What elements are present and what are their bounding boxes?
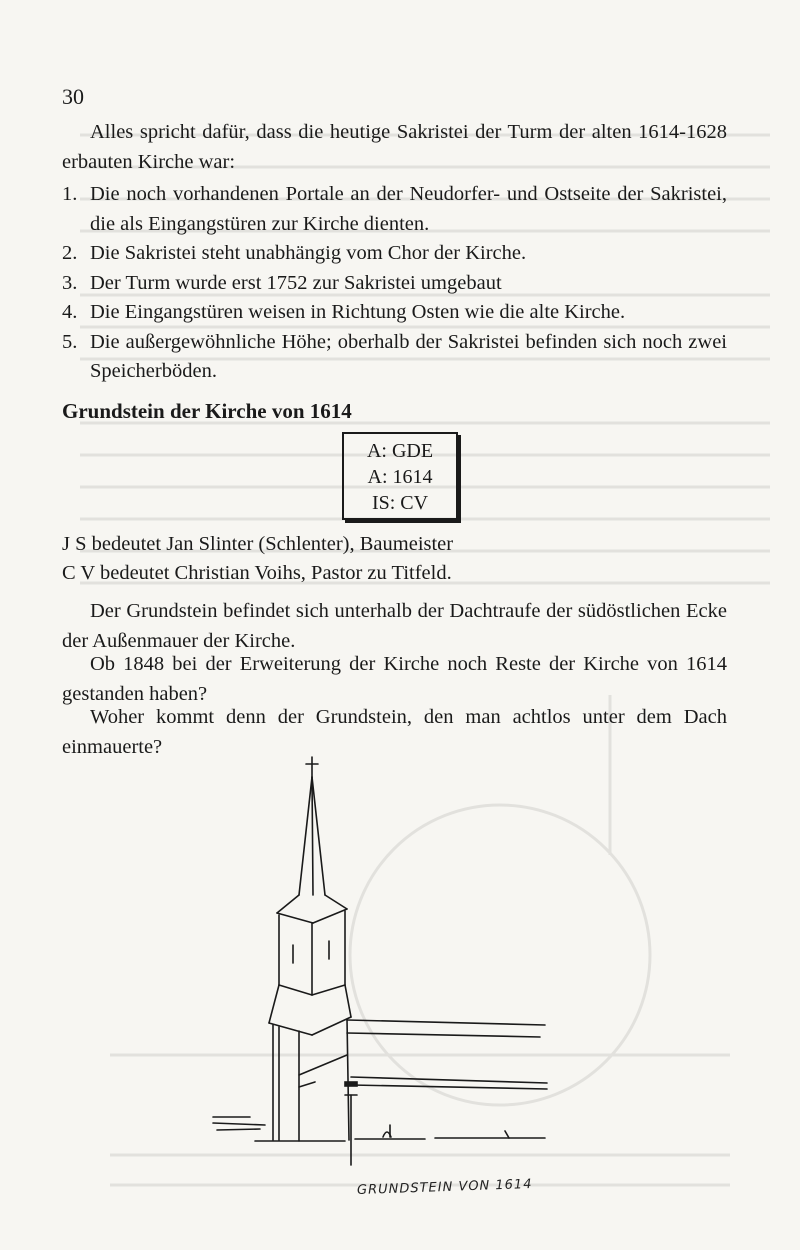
location-paragraph: Der Grundstein befindet sich unterhalb der Dachtraufe der südöstlichen Ecke der Außenmauer der Kirche. (62, 600, 727, 652)
list-item-number: 1. (62, 183, 78, 205)
meaning-js: J S bedeutet Jan Slinter (Schlenter), Baumeister (62, 533, 454, 555)
reasons-list (62, 180, 727, 387)
list-item (62, 328, 727, 387)
inscription-line: A: 1614 (367, 466, 433, 488)
page-number: 30 (62, 84, 84, 109)
inscription-line: IS: CV (371, 492, 429, 514)
list-item (62, 298, 727, 328)
list-item-text: Die Eingangstüren weisen in Richtung Osten wie die alte Kirche. (90, 301, 626, 323)
list-item-text: Die Sakristei steht unabhängig vom Chor der Kirche. (90, 242, 527, 264)
tower-sketch (195, 755, 570, 1175)
list-item (62, 180, 727, 239)
inscription-line: A: GDE (366, 440, 434, 462)
list-item (62, 269, 727, 299)
list-item-text: Die außergewöhnliche Höhe; oberhalb der Sakristei befinden sich noch zwei Speicherböden. (90, 330, 727, 382)
list-item-text: Die noch vorhandenen Portale an der Neudorfer- und Ostseite der Sakristei, die als Eingangstüren zur Kirche dienten. (90, 183, 727, 235)
question-paragraph-1: Ob 1848 bei der Erweiterung der Kirche noch Reste der Kirche von 1614 gestanden haben? (62, 653, 727, 705)
list-item-number: 5. (62, 330, 78, 353)
section-heading: Grundstein der Kirche von 1614 (62, 399, 352, 423)
list-item (62, 239, 727, 269)
sketch-caption: GRUNDSTEIN VON 1614 (356, 1176, 533, 1199)
meaning-cv: C V bedeutet Christian Voihs, Pastor zu Titfeld. (62, 562, 452, 584)
intro-paragraph: Alles spricht dafür, dass die heutige Sakristei der Turm der alten 1614-1628 erbauten Kirche war: (62, 121, 727, 173)
foundation-stone-inscription (342, 432, 458, 520)
list-item-number: 2. (62, 242, 78, 264)
list-item-number: 3. (62, 271, 78, 294)
list-item-number: 4. (62, 301, 78, 323)
question-paragraph-2: Woher kommt denn der Grundstein, den man achtlos unter dem Dach einmauerte? (62, 706, 727, 758)
list-item-text: Der Turm wurde erst 1752 zur Sakristei umgebaut (90, 271, 502, 294)
